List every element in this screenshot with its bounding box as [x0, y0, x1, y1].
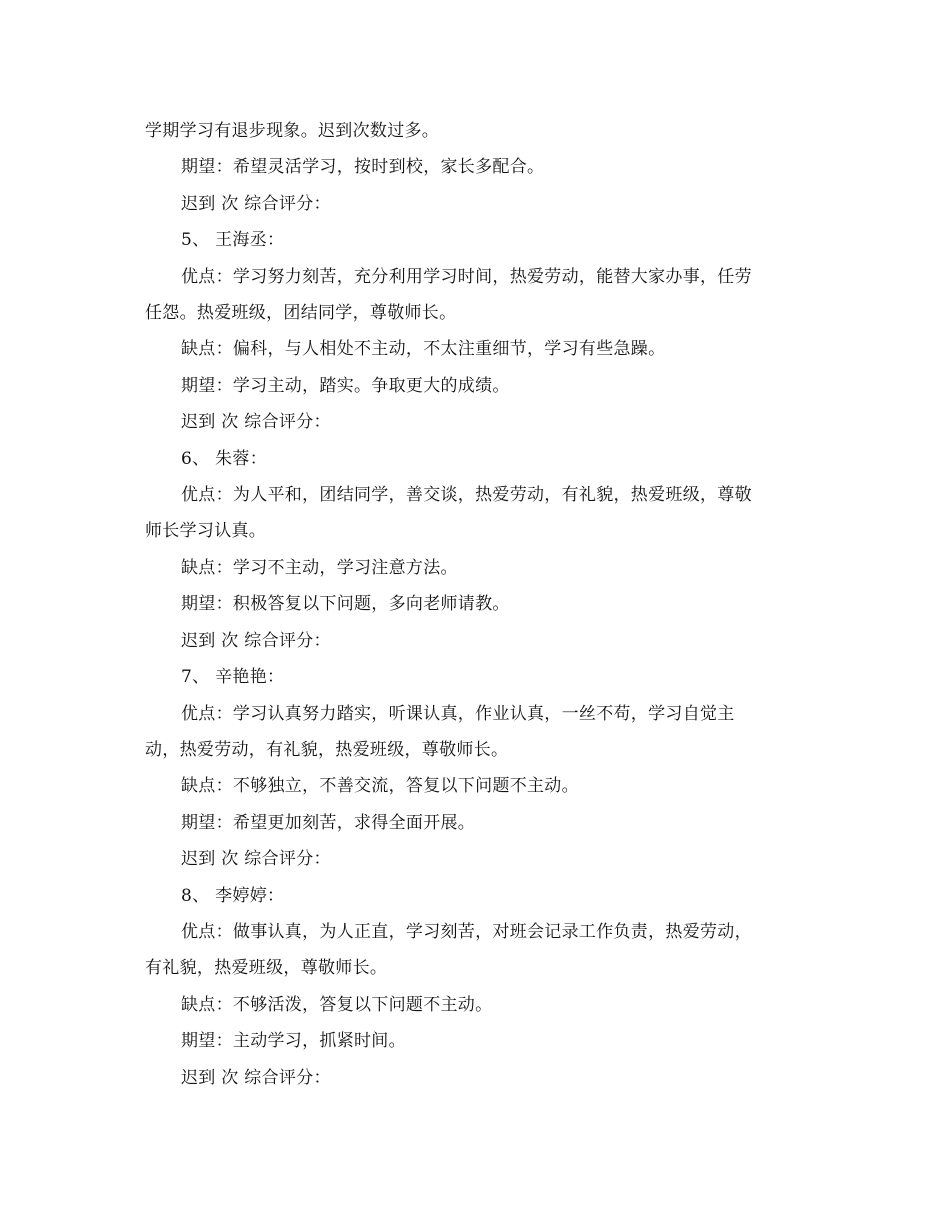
text-line: 迟到 次 综合评分： — [181, 412, 331, 433]
text-line: 期望：希望灵活学习，按时到校，家长多配合。 — [181, 157, 545, 178]
text-line: 任怨。热爱班级，团结同学，尊敬师长。 — [145, 303, 457, 324]
text-line: 迟到 次 综合评分： — [181, 849, 331, 870]
text-line: 缺点：不够活泼，答复以下问题不主动。 — [181, 994, 493, 1015]
text-line: 优点：学习认真努力踏实，听课认真，作业认真，一丝不苟，学习自觉主 — [181, 703, 735, 724]
text-line: 6、 朱蓉： — [181, 448, 268, 469]
text-line: 学期学习有退步现象。迟到次数过多。 — [145, 121, 440, 141]
text-line: 迟到 次 综合评分： — [181, 1067, 331, 1088]
text-line: 缺点：偏科，与人相处不主动，不太注重细节，学习有些急躁。 — [181, 339, 666, 360]
text-line: 优点：为人平和，团结同学，善交谈，热爱劳动，有礼貌，热爱班级，尊敬 — [181, 485, 752, 506]
text-line: 优点：做事认真，为人正直，学习刻苦，对班会记录工作负责，热爱劳动， — [181, 921, 752, 942]
text-line: 期望：主动学习，抓紧时间。 — [181, 1031, 406, 1052]
text-line: 优点：学习努力刻苦，充分利用学习时间，热爱劳动，能替大家办事，任劳 — [181, 266, 752, 287]
document-body — [145, 113, 805, 1096]
text-line: 缺点：学习不主动，学习注意方法。 — [181, 557, 458, 578]
text-line: 5、 王海丞： — [181, 230, 285, 251]
text-line: 期望：积极答复以下问题，多向老师请教。 — [181, 594, 510, 615]
text-line: 7、 辛艳艳： — [181, 667, 285, 688]
text-line: 师长学习认真。 — [145, 521, 267, 542]
text-line: 有礼貌，热爱班级，尊敬师长。 — [145, 958, 388, 979]
text-line: 迟到 次 综合评分： — [181, 630, 331, 651]
text-line: 动，热爱劳动，有礼貌，热爱班级，尊敬师长。 — [145, 739, 509, 760]
text-line: 迟到 次 综合评分： — [181, 193, 331, 214]
text-line: 期望：希望更加刻苦，求得全面开展。 — [181, 812, 476, 833]
text-line: 8、 李婷婷： — [181, 885, 285, 906]
text-line: 缺点：不够独立，不善交流，答复以下问题不主动。 — [181, 776, 579, 797]
text-line: 期望：学习主动，踏实。争取更大的成绩。 — [181, 375, 510, 396]
